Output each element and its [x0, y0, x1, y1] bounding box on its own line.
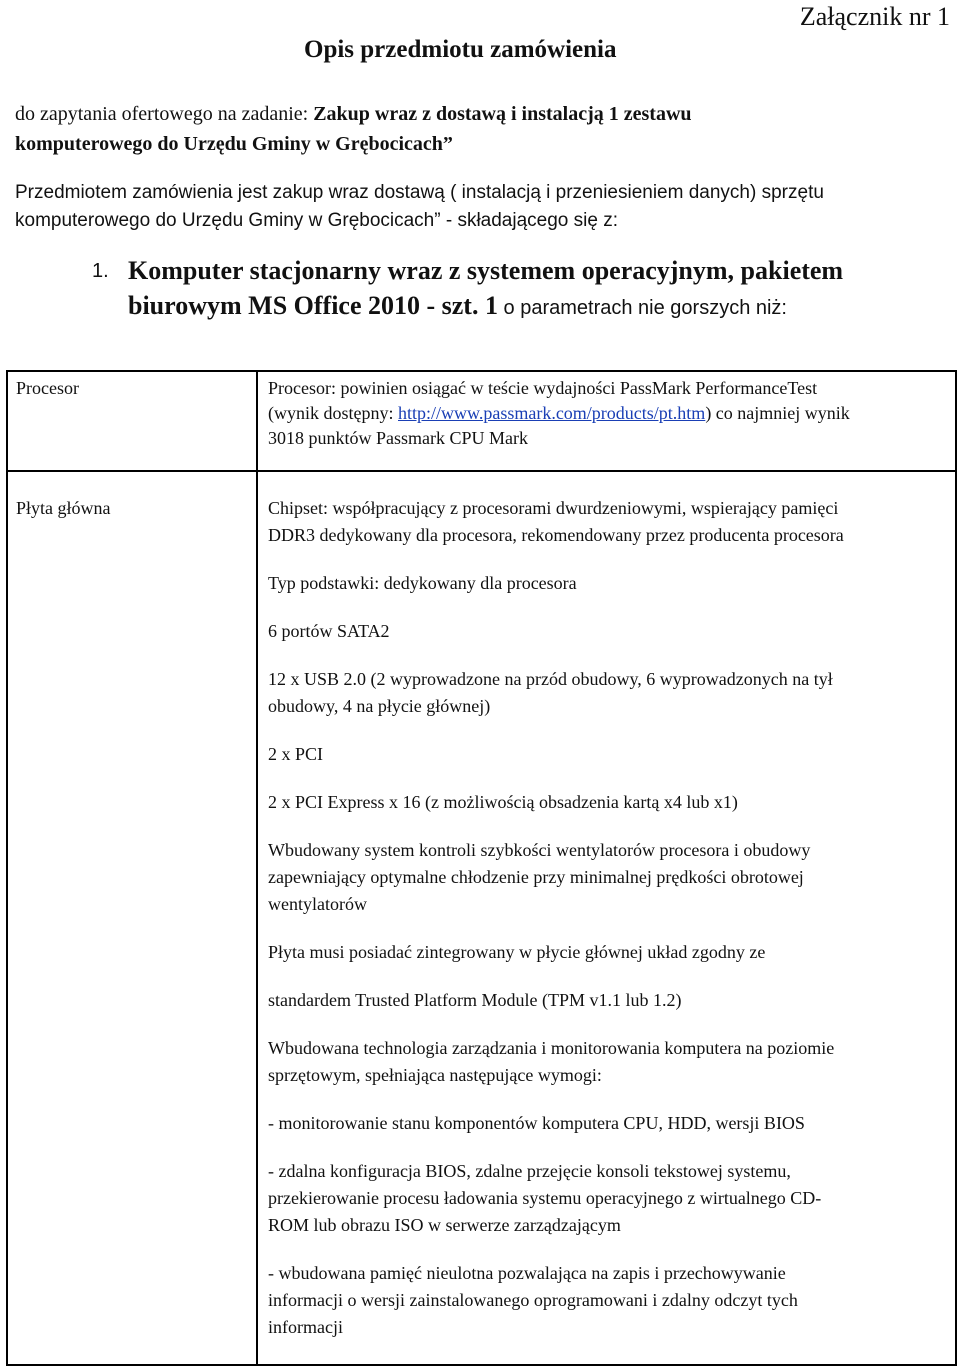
mb-paragraph: Płyta musi posiadać zintegrowany w płycie głównej układ zgodny ze [268, 942, 766, 962]
table-border-left [6, 370, 8, 1366]
annex-label: Załącznik nr 1 [799, 2, 950, 31]
table-border-bottom [6, 1364, 957, 1366]
intro-prefix: do zapytania ofertowego na zadanie: [15, 103, 309, 125]
table-row-divider [6, 470, 957, 472]
table-border-top [6, 370, 957, 372]
procesor-line-1: Procesor: powinien osiągać w teście wydajności PassMark PerformanceTest [268, 378, 818, 398]
intro-task-bold: Zakup wraz z dostawą i instalacją 1 zestawu [313, 103, 692, 125]
mb-paragraph: - zdalna konfiguracja BIOS, zdalne przejęcie konsoli tekstowej systemu, przekierowanie procesu ładowania systemu operacyjnego z wirtualnego CD- ROM lub obrazu ISO w serwerze zarządzającym [268, 1161, 822, 1235]
document-title: Opis przedmiotu zamówienia [304, 36, 617, 63]
row-label-procesor: Procesor [16, 378, 79, 398]
mb-paragraph: Typ podstawki: dedykowany dla procesora [268, 573, 577, 593]
mb-paragraph: Wbudowana technologia zarządzania i monitorowania komputera na poziomie sprzętowym, spełniająca następujące wymogi: [268, 1038, 835, 1085]
mb-paragraph: 12 x USB 2.0 (2 wyprowadzone na przód obudowy, 6 wyprowadzonych na tył obudowy, 4 na płycie głównej) [268, 669, 833, 716]
item-number: 1. [92, 260, 109, 282]
item-heading-tail: o parametrach nie gorszych niż: [497, 297, 787, 319]
row-label-plyta-glowna: Płyta główna [16, 498, 111, 518]
mb-paragraph: - monitorowanie stanu komponentów komputera CPU, HDD, wersji BIOS [268, 1113, 805, 1133]
item-heading-line-2 [128, 291, 787, 321]
mb-paragraph: Chipset: współpracujący z procesorami dwurdzeniowymi, wspierający pamięci DDR3 dedykowany dla procesora, rekomendowany przez producenta procesora [268, 498, 844, 545]
mb-paragraph: Wbudowany system kontroli szybkości wentylatorów procesora i obudowy zapewniający optymalne chłodzenie przy minimalnej prędkości obrotowej wentylatorów [268, 840, 811, 914]
mb-paragraph: - wbudowana pamięć nieulotna pozwalająca na zapis i przechowywanie informacji o wersji zainstalowanego oprogramowani i zdalny odczyt tych informacji [268, 1263, 798, 1337]
item-heading-line-1: Komputer stacjonarny wraz z systemem operacyjnym, pakietem [128, 256, 844, 285]
row-value-procesor [268, 376, 948, 451]
table-border-right [955, 370, 957, 1366]
mb-paragraph: 2 x PCI Express x 16 (z możliwością obsadzenia kartą x4 lub x1) [268, 792, 738, 812]
intro-line-1 [15, 103, 692, 126]
intro-line-4: komputerowego do Urzędu Gminy w Grębocicach” - składającego się z: [15, 210, 618, 231]
intro-line-2: komputerowego do Urzędu Gminy w Grębocicach” [15, 133, 453, 155]
passmark-link[interactable]: http://www.passmark.com/products/pt.htm [398, 403, 706, 423]
row-value-plyta-glowna [268, 495, 948, 1341]
mb-paragraph: 6 portów SATA2 [268, 621, 390, 641]
item-heading-bold: biurowym MS Office 2010 - szt. 1 [128, 291, 498, 320]
mb-paragraph: standardem Trusted Platform Module (TPM v1.1 lub 1.2) [268, 990, 682, 1010]
procesor-line-2: (wynik dostępny: http://www.passmark.com/products/pt.htm) co najmniej wynik [268, 403, 850, 423]
table-column-divider [256, 370, 258, 1366]
mb-paragraph: 2 x PCI [268, 744, 324, 764]
procesor-line-3: 3018 punktów Passmark CPU Mark [268, 428, 528, 448]
intro-line-3: Przedmiotem zamówienia jest zakup wraz dostawą ( instalacją i przeniesieniem danych) sprzętu [15, 182, 824, 203]
